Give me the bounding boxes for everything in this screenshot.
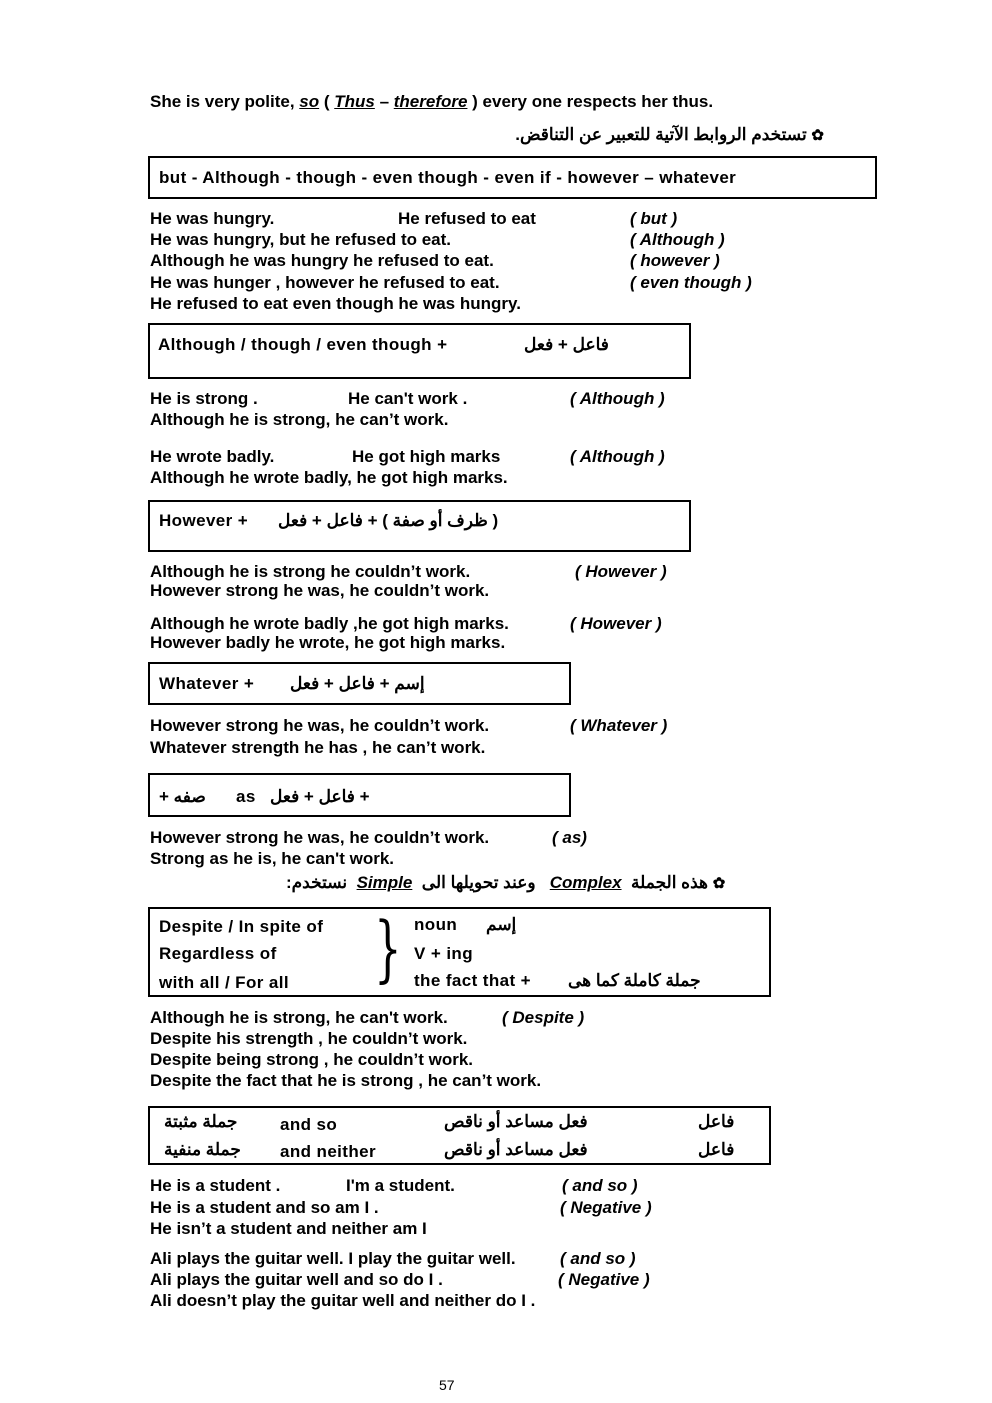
linkers-box <box>148 156 877 199</box>
rule-arabic: جملة مثبتة <box>164 1112 238 1131</box>
example-line: He was hungry. <box>150 209 275 228</box>
rule-english: However + <box>159 511 249 530</box>
example-line: Although he wrote badly, he got high marks. <box>150 468 508 487</box>
linker-tag: ( However ) <box>575 562 667 581</box>
heading-text: تستخدم الروابط الآتية للتعبير عن التناقض. <box>515 125 807 144</box>
example-line: I'm a student. <box>346 1176 455 1195</box>
heading-text: وعند تحويلها الى <box>421 873 536 892</box>
linker-tag: ( however ) <box>630 251 720 270</box>
rule-english: the fact that + <box>414 971 531 990</box>
rule-arabic: صفه + <box>159 787 206 806</box>
example-line: Although he is strong, he can't work. <box>150 1008 448 1027</box>
example-line: Although he wrote badly ,he got high marks. <box>150 614 509 633</box>
rule-english: and neither <box>280 1142 377 1161</box>
rule-english: as <box>236 787 256 806</box>
rule-arabic: فاعل + فعل <box>524 335 609 354</box>
rule-english: noun <box>414 915 458 934</box>
example-line: He is a student and so am I . <box>150 1198 379 1217</box>
example-line: Despite being strong , he couldn’t work. <box>150 1050 474 1069</box>
keyword-complex: Complex <box>549 873 622 892</box>
rule-arabic: جملة كاملة كما هى <box>568 971 701 990</box>
example-line: Although he was hungry he refused to eat. <box>150 251 494 270</box>
page-number: 57 <box>439 1377 455 1393</box>
rule-arabic: فاعل <box>698 1140 735 1159</box>
example-line: Although he is strong, he can’t work. <box>150 410 449 429</box>
heading-complex <box>286 873 725 894</box>
text-segment: – <box>374 92 394 111</box>
however-rule-box <box>148 500 691 552</box>
as-rule-box <box>148 773 571 817</box>
curly-brace: } <box>374 906 402 990</box>
linker-tag: ( Despite ) <box>502 1008 585 1027</box>
example-line: He wrote badly. <box>150 447 275 466</box>
keyword-therefore: therefore <box>393 92 468 111</box>
and-so-rule-box <box>148 1106 771 1165</box>
text-segment: ( <box>319 92 335 111</box>
linker-tag: ( Negative ) <box>560 1198 652 1217</box>
example-line: He was hungry, but he refused to eat. <box>150 230 452 249</box>
example-line: However strong he was, he couldn’t work. <box>150 581 490 600</box>
rule-arabic: فعل مساعد أو ناقص <box>444 1140 588 1159</box>
rule-english: Despite / In spite of <box>159 917 324 936</box>
example-line: However strong he was, he couldn’t work. <box>150 716 490 735</box>
rule-arabic: فعل مساعد أو ناقص <box>444 1112 588 1131</box>
linker-tag: ( Negative ) <box>558 1270 650 1289</box>
heading-text: نستخدم: <box>286 873 348 892</box>
example-line: Despite the fact that he is strong , he can’t work. <box>150 1071 542 1090</box>
although-rule-box <box>148 323 691 379</box>
rule-arabic: ( ظرف أو صفة ) + فاعل + فعل <box>278 511 499 530</box>
rule-english: V + ing <box>414 944 474 963</box>
example-line: Strong as he is, he can't work. <box>150 849 394 868</box>
example-line: He got high marks <box>352 447 501 466</box>
linker-tag: ( Although ) <box>570 389 665 408</box>
example-line: He is strong . <box>150 389 258 408</box>
linker-tag: ( Whatever ) <box>570 716 668 735</box>
flower-icon: ✿ <box>811 127 824 144</box>
despite-rule-box <box>148 907 771 997</box>
sentence-polite <box>150 92 713 112</box>
example-line: Ali plays the guitar well. I play the guitar well. <box>150 1249 516 1268</box>
linker-tag: ( Although ) <box>630 230 725 249</box>
linker-tag: ( but ) <box>630 209 678 228</box>
example-line: Ali plays the guitar well and so do I . <box>150 1270 443 1289</box>
rule-english: and so <box>280 1115 338 1134</box>
rule-english: Whatever + <box>159 674 255 693</box>
flower-icon: ✿ <box>712 875 726 892</box>
linker-tag: ( However ) <box>570 614 662 633</box>
example-line: He can't work . <box>348 389 468 408</box>
heading-text: هذه الجملة <box>631 873 708 892</box>
example-line: He is a student . <box>150 1176 281 1195</box>
example-line: Ali doesn’t play the guitar well and neither do I . <box>150 1291 536 1310</box>
linker-tag: ( and so ) <box>562 1176 638 1195</box>
example-line: He refused to eat even though he was hungry. <box>150 294 521 313</box>
linker-tag: ( even though ) <box>630 273 752 292</box>
example-line: He isn’t a student and neither am I <box>150 1219 427 1238</box>
rule-arabic: إسم <box>486 915 517 934</box>
rule-english: Although / though / even though + <box>158 335 448 354</box>
example-line: Whatever strength he has , he can’t work. <box>150 738 486 757</box>
example-line: However strong he was, he couldn’t work. <box>150 828 490 847</box>
keyword-so: so <box>299 92 320 111</box>
example-line: However badly he wrote, he got high marks. <box>150 633 506 652</box>
rule-english: Regardless of <box>159 944 277 963</box>
rule-arabic: إسم + فاعل + فعل <box>290 674 425 693</box>
linker-tag: ( as) <box>552 828 587 847</box>
linkers-text: but - Although - though - even though - even if - however – whatever <box>159 168 737 187</box>
keyword-simple: Simple <box>356 873 413 892</box>
text-segment: She is very polite, <box>150 92 300 111</box>
text-segment: ) every one respects her thus. <box>467 92 714 111</box>
heading-contrast <box>515 125 824 146</box>
linker-tag: ( Although ) <box>570 447 665 466</box>
example-line: Although he is strong he couldn’t work. <box>150 562 471 581</box>
rule-arabic: فاعل <box>698 1112 735 1131</box>
rule-arabic: + فاعل + فعل <box>270 787 370 806</box>
keyword-thus: Thus <box>334 92 375 111</box>
rule-english: with all / For all <box>159 973 289 992</box>
linker-tag: ( and so ) <box>560 1249 636 1268</box>
example-line: Despite his strength , he couldn’t work. <box>150 1029 468 1048</box>
example-line: He was hunger , however he refused to eat. <box>150 273 500 292</box>
whatever-rule-box <box>148 662 571 705</box>
rule-arabic: جملة منفية <box>164 1140 241 1159</box>
example-line: He refused to eat <box>398 209 536 228</box>
